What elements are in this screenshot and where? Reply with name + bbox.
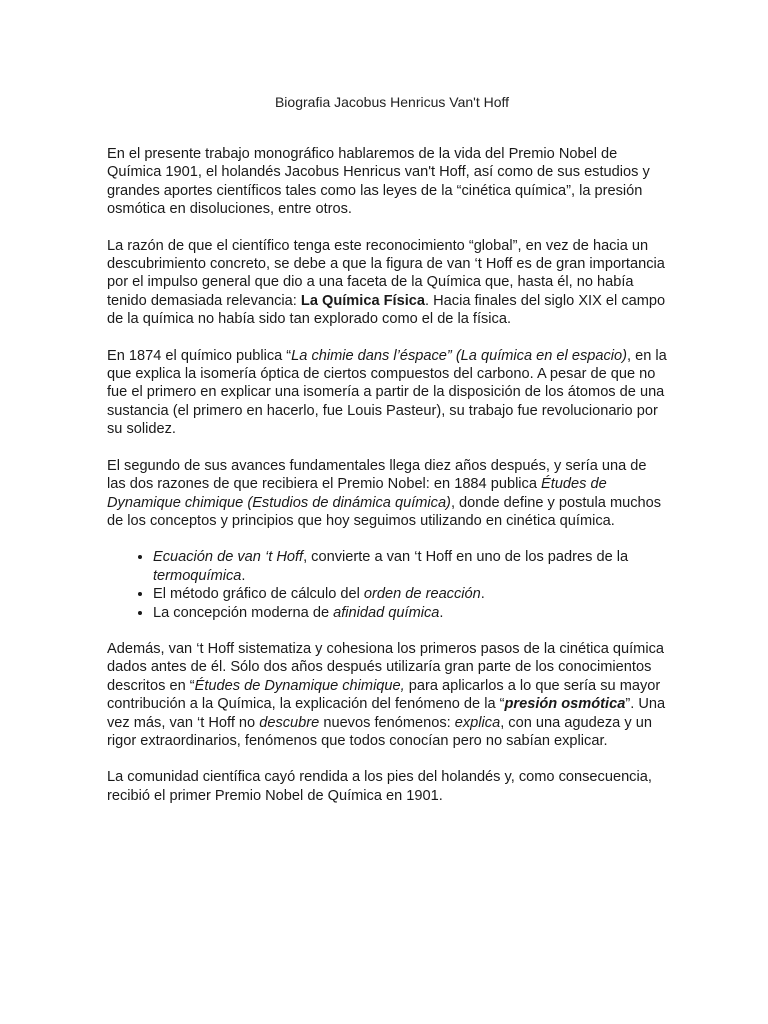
text-run: En 1874 el químico publica “ — [107, 347, 292, 364]
text-run: . Hacia finales del siglo XIX el campo de la química no había sido tan explorado como el de la física. — [107, 292, 666, 328]
intro-paragraph: En el presente trabajo monográfico hablaremos de la vida del Premio Nobel de Química 1901, el holandés Jacobus Henricus van't Hoff, así como de sus estudios y grandes aportes científicos tales como las leyes de la “cinética química”, la presión osmótica en disoluciones, entre otros. — [107, 146, 650, 218]
text-run: , con una agudeza y un rigor extraordinarios, fenómenos que todos conocían pero no sabían explicar. — [107, 714, 652, 749]
italic-title: La chimie dans l’éspace” (La química en el espacio) — [291, 347, 627, 364]
text-run: nuevos fenómenos: — [319, 714, 455, 731]
italic-term: explica — [454, 714, 501, 731]
closing-paragraph: La comunidad científica cayó rendida a los pies del holandés y, como consecuencia, recibió el primer Premio Nobel de Química en 1901. — [107, 769, 652, 804]
italic-term: Études de Dynamique chimique, — [194, 677, 405, 694]
publication-1874-paragraph — [107, 347, 667, 439]
text-run: para aplicarlos a lo que sería su mayor contribución a la Química, la explicación del fenómeno de la “ — [107, 677, 661, 713]
contributions-list — [107, 548, 667, 622]
document-title: Biografia Jacobus Henricus Van't Hoff — [274, 94, 510, 110]
italic-term: termoquímica — [153, 567, 242, 584]
italic-term: presión osmótica — [504, 696, 626, 713]
text-run: , en la que explica la isomería óptica de ciertos compuestos del carbono. A pesar de que no fue el primero en explicar una isomería a partir de la disposición de los átomos de una sustancia (el primero en hacerlo, fue Louis Pasteur), su trabajo fue revolucionario por su solidez. — [107, 347, 667, 438]
list-item — [153, 548, 667, 585]
osmotic-pressure-paragraph — [107, 640, 667, 750]
text-run: ”. Una vez más, van ‘t Hoff no — [107, 696, 666, 731]
text-run: El segundo de sus avances fundamentales llega diez años después, y sería una de las dos razones de que recibiera el Premio Nobel: en 1884 publica — [107, 457, 647, 493]
text-run: El método gráfico de cálculo del — [153, 586, 364, 603]
list-item — [153, 604, 667, 622]
text-run: Además, van ‘t Hoff sistematiza y cohesiona los primeros pasos de la cinética química dados antes de él. Sólo dos años después utilizaría gran parte de los conocimientos descritos en “ — [107, 640, 664, 694]
bold-term: La Química Física — [300, 292, 426, 309]
publication-1884-paragraph — [107, 457, 667, 531]
text-run: . — [439, 604, 444, 621]
italic-term: afinidad química — [333, 604, 440, 621]
italic-term: orden de reacción — [363, 586, 481, 603]
italic-term: Ecuación de van ‘t Hoff — [153, 549, 304, 566]
list-item — [153, 585, 667, 603]
text-run: , convierte a van ‘t Hoff en uno de los padres de la — [303, 549, 629, 566]
italic-term: descubre — [259, 714, 320, 731]
document-page — [107, 93, 667, 823]
text-run: . — [480, 586, 485, 603]
italic-title: Études de Dynamique chimique (Estudios de dinámica química) — [107, 476, 607, 511]
reason-paragraph — [107, 237, 667, 329]
text-run: , donde define y postula muchos de los conceptos y principios que hoy seguimos utilizando en cinética química. — [107, 494, 662, 529]
text-run: . — [241, 567, 246, 584]
text-run: La razón de que el científico tenga este reconocimiento “global”, en vez de hacia un descubrimiento concreto, se debe a que la figura de van ‘t Hoff es de gran importancia por el impulso general que dio a una faceta de la Química que, hasta él, no había tenido demasiada relevancia: — [107, 237, 665, 309]
text-run: La concepción moderna de — [153, 604, 334, 621]
